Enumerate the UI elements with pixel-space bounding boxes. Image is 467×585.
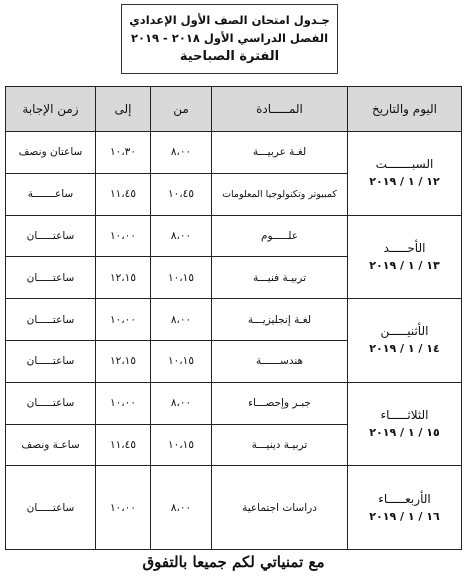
subject-cell: لغـة عربيـــة [212, 132, 348, 174]
table-header-row [6, 87, 462, 132]
to-cell: ١٠،٠٠ [96, 382, 151, 424]
day-date: ١٤ / ١ / ٢٠١٩ [369, 342, 440, 356]
table-row [6, 215, 462, 257]
table-row [6, 132, 462, 174]
to-cell: ١٢،١٥ [96, 340, 151, 382]
day-date: ١٢ / ١ / ٢٠١٩ [369, 175, 440, 189]
header-subject: المـــــادة [212, 87, 348, 132]
from-cell: ١٠،١٥ [151, 340, 212, 382]
day-date: ١٥ / ١ / ٢٠١٩ [369, 426, 440, 440]
table-row [6, 382, 462, 424]
header-from: من [151, 87, 212, 132]
day-cell [348, 299, 462, 383]
from-cell: ٨،٠٠ [151, 215, 212, 257]
to-cell: ١٢،١٥ [96, 257, 151, 299]
subject-cell: دراسات اجتماعية [212, 466, 348, 550]
duration-cell: ساعتان ونصف [6, 132, 96, 174]
to-cell: ١٠،٠٠ [96, 466, 151, 550]
to-cell: ١٠،٠٠ [96, 215, 151, 257]
duration-cell: ساعتـــــان [6, 299, 96, 341]
day-name: السبـــــــت [375, 157, 434, 172]
from-cell: ١٠،١٥ [151, 424, 212, 466]
duration-cell: ساعـة ونصف [6, 424, 96, 466]
header-to: إلى [96, 87, 151, 132]
from-cell: ٨،٠٠ [151, 132, 212, 174]
subject-cell: تربيـة دينيـــة [212, 424, 348, 466]
day-cell [348, 382, 462, 466]
duration-cell: ساعتـــــان [6, 382, 96, 424]
day-name: الثلاثـــــاء [380, 408, 429, 423]
to-cell: ١٠،٣٠ [96, 132, 151, 174]
day-cell [348, 215, 462, 299]
from-cell: ١٠،٤٥ [151, 173, 212, 215]
day-name: الأربعـــــاء [378, 491, 431, 506]
subject-cell: كمبيوتر وتكنولوجيا المعلومات [212, 173, 348, 215]
from-cell: ٨،٠٠ [151, 466, 212, 550]
subject-cell: جبـر وإحصـــاء [212, 382, 348, 424]
exam-schedule-table [5, 86, 462, 550]
to-cell: ١٠،٠٠ [96, 299, 151, 341]
from-cell: ٨،٠٠ [151, 382, 212, 424]
header-duration: زمن الإجابة [6, 87, 96, 132]
subject-cell: تربيـة فنيـــة [212, 257, 348, 299]
duration-cell: ساعتـــــان [6, 466, 96, 550]
day-date: ١٦ / ١ / ٢٠١٩ [369, 509, 440, 523]
to-cell: ١١،٤٥ [96, 424, 151, 466]
day-date: ١٣ / ١ / ٢٠١٩ [369, 258, 440, 272]
table-row [6, 299, 462, 341]
to-cell: ١١،٤٥ [96, 173, 151, 215]
table-row [6, 466, 462, 550]
subject-cell: هندســــــة [212, 340, 348, 382]
header-day-date: اليوم والتاريخ [348, 87, 462, 132]
duration-cell: ساعتـــــان [6, 215, 96, 257]
day-cell [348, 132, 462, 216]
from-cell: ١٠،١٥ [151, 257, 212, 299]
title-line-grade: جـدول امتحان الصف الأول الإعدادي [129, 13, 330, 27]
footer-wishes: مع تمنياتي لكم جميعا بالتفوق [142, 553, 325, 571]
day-cell [348, 466, 462, 550]
title-line-period: الفترة الصباحية [179, 49, 280, 64]
day-name: الأثنيـــــن [380, 324, 429, 339]
duration-cell: ساعتـــــان [6, 340, 96, 382]
day-name: الأحـــــد [383, 240, 426, 255]
duration-cell: ساعـــــــة [6, 173, 96, 215]
subject-cell: علـــــوم [212, 215, 348, 257]
subject-cell: لغـة إنجليزيـــة [212, 299, 348, 341]
from-cell: ٨،٠٠ [151, 299, 212, 341]
duration-cell: ساعتـــــان [6, 257, 96, 299]
title-line-term: الفصل الدراسي الأول ٢٠١٨ - ٢٠١٩ [130, 31, 329, 45]
exam-title-box [121, 4, 338, 74]
